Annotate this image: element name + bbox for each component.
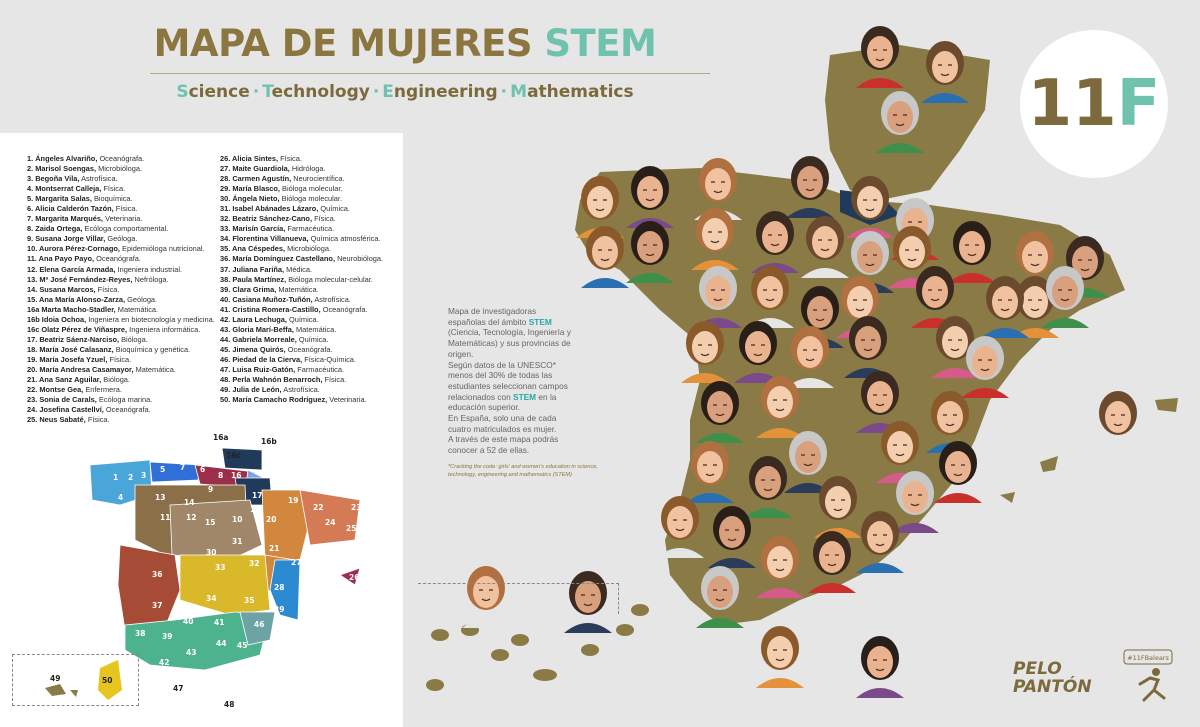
province-label: 44 <box>216 639 227 648</box>
canary-island <box>431 629 449 641</box>
balearic-island-1 <box>1040 456 1058 472</box>
scientist-list-item: 49. Julia de León, Astrofísica. <box>220 385 320 395</box>
province-label: 17 <box>252 491 263 500</box>
scientist-list-item: 40. Casiana Muñoz-Tuñón, Astrofísica. <box>220 294 351 304</box>
canary-island <box>631 604 649 616</box>
11f-balears-logo <box>1120 646 1180 706</box>
scientist-list-item: 47. Luisa Ruiz-Gatón, Farmacéutica. <box>220 364 345 374</box>
province-label: 14 <box>184 498 195 507</box>
scientist-list-item: 7. Margarita Marqués, Veterinaria. <box>27 214 143 224</box>
province-label: 45 <box>237 641 248 650</box>
province-label: 1 <box>113 473 119 482</box>
province-label: 16b <box>261 437 277 446</box>
scientist-list-item: 32. Beatriz Sánchez-Cano, Física. <box>220 214 336 224</box>
scientist-list-item: 27. Maite Guardiola, Hidróloga. <box>220 164 326 174</box>
scientist-list-item: 14. Susana Marcos, Física. <box>27 284 120 294</box>
province-label: 6 <box>200 465 206 474</box>
scientist-list-item: 23. Sonia de Carals, Ecóloga marina. <box>27 395 153 405</box>
province-label: 13 <box>155 493 166 502</box>
province-label: 18 <box>250 505 261 514</box>
province-label: 20 <box>266 515 277 524</box>
scientist-list-item: 19. María Josefa Yzuel, Física. <box>27 354 132 364</box>
scientist-list-item: 28. Carmen Agustín, Neurocientífica. <box>220 174 345 184</box>
scientist-portrait <box>1094 391 1142 453</box>
scientist-list-item: 29. María Blasco, Bióloga molecular. <box>220 184 343 194</box>
province-label: 42 <box>159 658 170 667</box>
province-label: 23 <box>351 503 362 512</box>
scientist-portrait <box>856 636 904 698</box>
scientist-list-item: 2. Marisol Soengas, Microbióloga. <box>27 164 143 174</box>
province-label: 10 <box>232 515 243 524</box>
scientist-list-item: 45. Jimena Quirós, Oceanógrafa. <box>220 344 333 354</box>
scientist-list-item: 9. Susana Jorge Villar, Geóloga. <box>27 234 138 244</box>
page-title: MAPA DE MUJERES STEM <box>153 22 657 65</box>
province-label: 39 <box>162 632 173 641</box>
pelo-panton-logo: PELO PANTÓN <box>1013 659 1092 697</box>
province-label: 31 <box>232 537 243 546</box>
province-label: 24 <box>325 518 336 527</box>
province-label: 46 <box>254 620 265 629</box>
province-label: 3 <box>141 471 147 480</box>
canary-island <box>426 679 444 691</box>
scientist-list-item: 15. Ana María Alonso-Zarza, Geóloga. <box>27 294 158 304</box>
hashtag-text: #11FBalears <box>1127 654 1169 662</box>
province-label: 27 <box>291 558 302 567</box>
11f-badge: 11F <box>1020 30 1168 178</box>
province-label: 16c <box>226 451 241 460</box>
scientist-list-item: 12. Elena García Armada, Ingeniera industrial. <box>27 264 183 274</box>
scientist-list-item: 1. Ángeles Alvariño, Oceanógrafa. <box>27 154 145 163</box>
province-label: 25 <box>346 524 357 533</box>
scientist-list-item: 13. Mª José Fernández-Reyes, Nefróloga. <box>27 274 169 284</box>
scientist-list-item: 42. Laura Lechuga, Química. <box>220 314 319 324</box>
scientist-list-item: 43. Gloria Marí-Beffa, Matemática. <box>220 324 337 334</box>
province-label: 47 <box>173 684 184 693</box>
scientist-list-item: 34. Florentina Villanueva, Química atmosférica. <box>220 234 381 244</box>
scientist-list-item: 39. Clara Grima, Matemática. <box>220 284 319 294</box>
province-label: 36 <box>152 570 163 579</box>
scientist-list-item: 18. María José Calasanz, Bioquímica y genética. <box>27 344 191 354</box>
scientist-list-item: 22. Montse Gea, Enfermera. <box>27 385 122 395</box>
scientist-list-item: 25. Neus Sabaté, Física. <box>27 415 110 425</box>
scientist-list-item: 48. Perla Wahnón Benarroch, Física. <box>220 375 347 385</box>
province-label: 32 <box>249 559 260 568</box>
province-label: 21 <box>269 544 280 553</box>
scientist-list-item: 17. Beatriz Sáenz-Narciso, Bióloga. <box>27 334 148 344</box>
scientist-list-item: 36. María Domínguez Castellano, Neurobióloga. <box>220 254 384 264</box>
balearic-island-2 <box>1155 398 1178 412</box>
scientist-list-item: 38. Paula Martínez, Bióloga molecular-celular. <box>220 274 373 284</box>
scientist-list-item: 50. María Camacho Rodríguez, Veterinaria. <box>220 395 367 405</box>
scientist-list-item: 31. Isabel Abánades Lázaro, Química. <box>220 204 350 214</box>
province-label: 11 <box>160 513 171 522</box>
province-label: 30 <box>206 548 217 557</box>
province-label: 43 <box>186 648 197 657</box>
scientist-list-item: 37. Juliana Fariña, Médica. <box>220 264 313 274</box>
scientist-list-item: 41. Cristina Romera-Castillo, Oceanógrafa. <box>220 304 368 314</box>
scientist-list-item: 24. Josefina Castellví, Oceanógrafa. <box>27 405 151 415</box>
province-label: 29 <box>274 605 285 614</box>
province-label: 2 <box>128 473 134 482</box>
province-label: 40 <box>183 617 194 626</box>
province-label: 16 <box>231 471 242 480</box>
province-label: 33 <box>215 563 226 572</box>
province-label: 16a <box>213 433 229 442</box>
scientist-list-item: 6. Alicia Calderón Tazón, Física. <box>27 204 138 214</box>
scientist-list-item: 11. Ana Payo Payo, Oceanógrafa. <box>27 254 141 264</box>
scientist-list-item: 8. Zaida Ortega, Ecóloga comportamental. <box>27 224 169 234</box>
province-label: 9 <box>208 485 214 494</box>
scientist-list-item: 46. Piedad de la Cierva, Física-Química. <box>220 354 356 364</box>
province-label: 41 <box>214 618 225 627</box>
province-label: 38 <box>135 629 146 638</box>
canary-island <box>511 634 529 646</box>
scientist-list-item: 44. Gabriela Morreale, Química. <box>220 334 329 344</box>
scientist-list-item: 26. Alicia Sintes, Física. <box>220 154 302 163</box>
scientist-list-item: 16a Marta Macho-Stadler, Matemática. <box>27 304 159 314</box>
province-label: 5 <box>160 465 166 474</box>
scientist-list-item: 16b Idoia Ochoa, Ingeniera en biotecnología y medicina. <box>27 314 215 324</box>
scientist-list-item: 5. Margarita Salas, Bioquímica. <box>27 194 133 204</box>
province-label: 15 <box>205 518 216 527</box>
province-label: 49 <box>50 674 61 683</box>
page-subtitle: Science · Technology · Engineering · Mathematics <box>176 82 634 102</box>
canary-islands-frame <box>418 583 619 614</box>
province-label: 26 <box>349 573 360 582</box>
footnote: *Cracking the code: girls' and women's education in science, technology, engineering and mathematics (STEM) <box>448 464 598 478</box>
province-label: 37 <box>152 601 163 610</box>
province-label: 8 <box>218 471 224 480</box>
info-text: Mapa de investigadoras españolas del ámbito STEM (Ciencia, Tecnología, Ingeniería y Matemáticas) y sus provincias de origen. Según datos de la UNESCO* menos del 30% de todas las estudiantes seleccionan campos relacionados con STEM en la educación superior. En España, solo una de cada cuatro matriculados es mujer. A través de este mapa podrás conocer a 52 de ellas. <box>448 306 571 456</box>
scientist-list-item: 3. Begoña Vila, Astrofísica. <box>27 174 118 184</box>
scientist-list-item: 33. Marisín García, Farmacéutica. <box>220 224 335 234</box>
province-label: 35 <box>244 596 255 605</box>
province-label: 22 <box>313 503 324 512</box>
scientist-list-item: 16c Olatz Pérez de Viñaspre, Ingeniera informática. <box>27 324 201 334</box>
province-label: 12 <box>186 513 197 522</box>
province-label: 28 <box>274 583 285 592</box>
province-label: 50 <box>102 676 113 685</box>
province-label: 19 <box>288 496 299 505</box>
scientist-list-item: 10. Aurora Pérez-Cornago, Epidemióloga nutricional. <box>27 244 205 254</box>
canary-island <box>616 624 634 636</box>
scientist-portrait <box>756 626 804 688</box>
scientist-list-item: 30. Ángela Nieto, Bióloga molecular. <box>220 194 343 204</box>
canary-island <box>533 669 557 681</box>
province-label: 4 <box>118 493 124 502</box>
scientist-list-item: 4. Montserrat Calleja, Física. <box>27 184 126 194</box>
canary-island <box>581 644 599 656</box>
province-label: 34 <box>206 594 217 603</box>
province-label: 48 <box>224 700 235 709</box>
scientist-list-item: 20. María Andresa Casamayor, Matemática. <box>27 364 176 374</box>
balearic-island-3 <box>1000 492 1015 503</box>
canary-island <box>491 649 509 661</box>
scientist-list-item: 21. Ana Sanz Aguilar, Bióloga. <box>27 375 130 385</box>
scientist-list-item: 35. Ana Céspedes, Microbióloga. <box>220 244 332 254</box>
province-label: 7 <box>180 463 186 472</box>
